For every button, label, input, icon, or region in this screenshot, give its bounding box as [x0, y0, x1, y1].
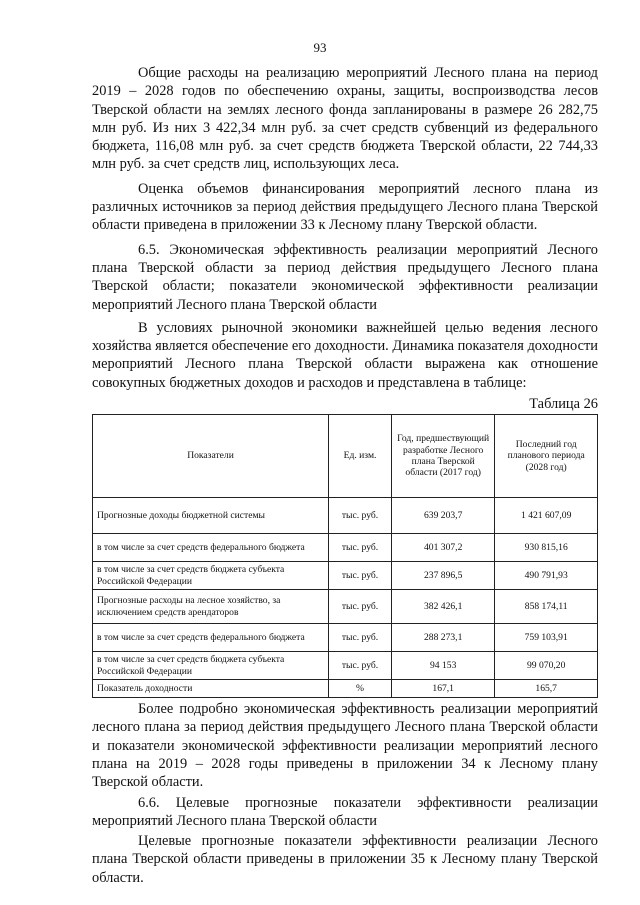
row-prev-value: 167,1 — [392, 680, 495, 698]
page-number: 93 — [313, 40, 327, 55]
row-unit: % — [329, 680, 392, 698]
row-prev-value: 382 426,1 — [392, 590, 495, 624]
row-prev-value: 237 896,5 — [392, 562, 495, 590]
row-unit: тыс. руб. — [329, 590, 392, 624]
table-caption: Таблица 26 — [529, 396, 598, 413]
row-prev-value: 401 307,2 — [392, 534, 495, 562]
row-prev-value: 639 203,7 — [392, 498, 495, 534]
row-last-value: 1 421 607,09 — [495, 498, 598, 534]
profitability-table — [92, 414, 598, 698]
row-unit: тыс. руб. — [329, 498, 392, 534]
row-indicator: Показатель доходности — [93, 680, 329, 698]
row-indicator: в том числе за счет средств федерального бюджета — [93, 624, 329, 652]
table-header-row — [93, 415, 598, 498]
table-row — [93, 498, 598, 534]
section-heading-6-5: 6.5. Экономическая эффективность реализации мероприятий Лесного плана Тверской области за период действия предыдущего Лесного плана Тверской области; показатели экономической эффективности реализации мероприятий Лесного плана Тверской области — [92, 241, 598, 313]
row-indicator: в том числе за счет средств бюджета субъекта Российской Федерации — [93, 562, 329, 590]
paragraph-target-indicators: Целевые прогнозные показатели эффективности реализации Лесного плана Тверской области приведены в приложении 35 к Лесному плану Тверской области. — [92, 833, 598, 886]
table-row — [93, 680, 598, 698]
header-indicator: Показатели — [93, 415, 329, 498]
paragraph-profitability: В условиях рыночной экономики важнейшей целью ведения лесного хозяйства является обеспечение его доходности. Динамика показателя доходности мероприятий Лесного плана Тверской области выражена как отношение совокупных бюджетных доходов и расходов и представлена в таблице: — [92, 319, 598, 391]
paragraph-total-expenses: Общие расходы на реализацию мероприятий Лесного плана на период 2019 – 2028 годов по обеспечению охраны, защиты, воспроизводства лесов Тверской области на землях лесного фонда запланированы в размере 26 282,75 млн руб. Из них 3 422,34 млн руб. за счет средств субвенций из федерального бюджета, 116,08 млн руб. за счет средств бюджета Тверской области, 22 744,33 млн руб. за счет средств лиц, использующих леса. — [92, 65, 598, 173]
table-row — [93, 562, 598, 590]
row-last-value: 759 103,91 — [495, 624, 598, 652]
table-row — [93, 590, 598, 624]
row-last-value: 165,7 — [495, 680, 598, 698]
row-unit: тыс. руб. — [329, 534, 392, 562]
header-last-year: Последний год планового периода (2028 год) — [495, 415, 598, 498]
row-unit: тыс. руб. — [329, 652, 392, 680]
row-last-value: 490 791,93 — [495, 562, 598, 590]
row-last-value: 930 815,16 — [495, 534, 598, 562]
row-indicator: в том числе за счет средств федерального бюджета — [93, 534, 329, 562]
paragraph-detailed-efficiency: Более подробно экономическая эффективность реализации мероприятий лесного плана за период действия предыдущего Лесного плана Тверской области и показатели экономической эффективности реализации мероприятий лесного плана на 2019 – 2028 годы приведены в приложении 34 к Лесному плану Тверской области. — [92, 701, 598, 791]
paragraph-financing-estimate: Оценка объемов финансирования мероприятий лесного плана из различных источников за период действия предыдущего Лесного плана Тверской области приведена в приложении 33 к Лесному плану Тверской области. — [92, 180, 598, 234]
document-body — [92, 62, 598, 887]
row-last-value: 99 070,20 — [495, 652, 598, 680]
row-last-value: 858 174,11 — [495, 590, 598, 624]
row-unit: тыс. руб. — [329, 562, 392, 590]
table-row — [93, 624, 598, 652]
section-heading-6-6: 6.6. Целевые прогнозные показатели эффективности реализации мероприятий Лесного плана Тверской области — [92, 794, 598, 829]
row-prev-value: 288 273,1 — [392, 624, 495, 652]
table-row — [93, 652, 598, 680]
row-unit: тыс. руб. — [329, 624, 392, 652]
row-indicator: Прогнозные доходы бюджетной системы — [93, 498, 329, 534]
row-indicator: в том числе за счет средств бюджета субъекта Российской Федерации — [93, 652, 329, 680]
header-unit: Ед. изм. — [329, 415, 392, 498]
row-indicator: Прогнозные расходы на лесное хозяйство, за исключением средств арендаторов — [93, 590, 329, 624]
header-prev-year: Год, предшествующий разработке Лесного плана Тверской области (2017 год) — [392, 415, 495, 498]
table-row — [93, 534, 598, 562]
row-prev-value: 94 153 — [392, 652, 495, 680]
